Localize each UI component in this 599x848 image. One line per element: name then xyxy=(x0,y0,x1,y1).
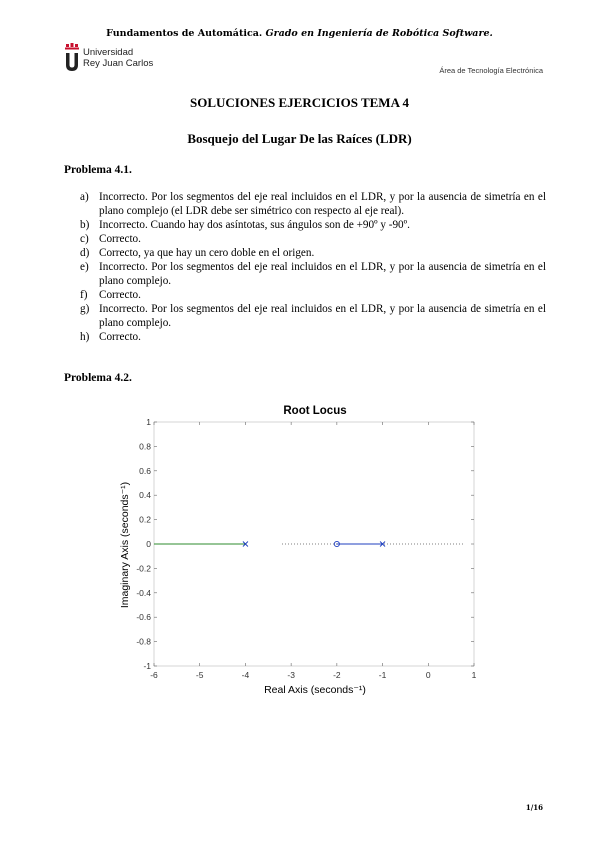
y-axis-label: Imaginary Axis (seconds⁻¹) xyxy=(119,481,131,609)
answer-label: b) xyxy=(80,219,90,231)
x-tick-label: -6 xyxy=(150,670,158,680)
y-tick-label: 0 xyxy=(146,539,151,549)
root-locus-figure xyxy=(112,400,492,705)
answer-text: Incorrecto. Cuando hay dos asíntotas, sus ángulos son de +90º y -90º. xyxy=(99,219,410,231)
answer-label: h) xyxy=(80,331,90,343)
urjc-logo-icon xyxy=(64,43,80,73)
x-tick-label: -4 xyxy=(241,670,250,680)
answer-label: e) xyxy=(80,261,89,273)
answer-text: Correcto. xyxy=(99,289,141,301)
answer-item xyxy=(80,246,546,260)
y-tick-label: 1 xyxy=(146,417,151,427)
degree-name: Grado en Ingeniería de Robótica Software. xyxy=(265,28,493,39)
y-tick-label: 0.8 xyxy=(139,441,151,452)
answer-item xyxy=(80,190,546,218)
course-name: Fundamentos de Automática. xyxy=(106,28,263,39)
x-tick-label: 1 xyxy=(471,670,477,680)
answer-label: c) xyxy=(80,233,89,245)
answer-text: Incorrecto. Por los segmentos del eje real incluidos en el LDR, y por la ausencia de simetría en el plano complejo (el LDR debe ser simétrico con respecto al eje real). xyxy=(99,191,546,217)
y-tick-label: 0.2 xyxy=(139,514,151,525)
answer-list xyxy=(80,190,546,344)
chart-title: Root Locus xyxy=(283,405,347,417)
y-tick-label: 0.4 xyxy=(139,490,151,501)
document-header xyxy=(0,28,599,39)
page-title: SOLUCIONES EJERCICIOS TEMA 4 xyxy=(189,95,409,110)
answer-label: a) xyxy=(80,191,89,203)
answer-item xyxy=(80,288,546,302)
answer-item xyxy=(80,330,546,344)
answer-label: g) xyxy=(80,303,90,315)
problem-4-2-heading: Problema 4.2. xyxy=(64,372,132,384)
answer-item xyxy=(80,232,546,246)
university-name-line1: Universidad xyxy=(83,47,134,58)
x-tick-label: -3 xyxy=(287,670,295,680)
answer-text: Incorrecto. Por los segmentos del eje real incluidos en el LDR, y por la ausencia de simetría en el plano complejo. xyxy=(99,303,546,329)
answer-item xyxy=(80,260,546,288)
department-area: Área de Tecnología Electrónica xyxy=(439,66,543,75)
y-tick-label: -0.6 xyxy=(136,612,151,623)
y-tick-label: -0.4 xyxy=(136,587,151,598)
answer-label: f) xyxy=(80,289,88,301)
university-logo xyxy=(64,43,153,73)
answer-text: Correcto. xyxy=(99,233,141,245)
answer-item xyxy=(80,218,546,232)
y-tick-label: -0.8 xyxy=(136,636,151,647)
answer-text: Correcto, ya que hay un cero doble en el origen. xyxy=(99,247,315,259)
page-subtitle: Bosquejo del Lugar De las Raíces (LDR) xyxy=(187,131,412,146)
answer-text: Incorrecto. Por los segmentos del eje real incluidos en el LDR, y por la ausencia de simetría en el plano complejo. xyxy=(99,261,546,287)
answer-text: Correcto. xyxy=(99,331,141,343)
answer-item xyxy=(80,302,546,330)
root-locus-chart xyxy=(112,400,492,700)
x-tick-label: -5 xyxy=(195,670,204,680)
x-tick-label: -1 xyxy=(378,670,387,680)
university-name-line2: Rey Juan Carlos xyxy=(83,58,154,69)
answer-label: d) xyxy=(80,247,90,259)
problem-4-1-heading: Problema 4.1. xyxy=(64,164,132,176)
y-tick-label: 0.6 xyxy=(139,465,151,476)
x-axis-label: Real Axis (seconds⁻¹) xyxy=(264,684,366,696)
x-tick-label: 0 xyxy=(425,670,431,680)
x-tick-label: -2 xyxy=(333,670,341,680)
y-tick-label: -0.2 xyxy=(136,563,151,574)
y-tick-label: -1 xyxy=(143,661,151,671)
page-number: 1/16 xyxy=(525,803,543,812)
